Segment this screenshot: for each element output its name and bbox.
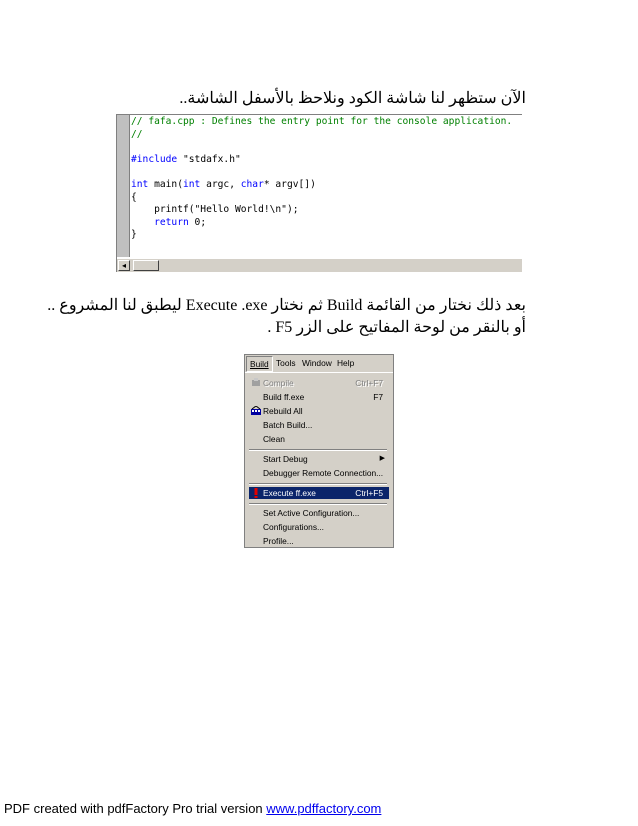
code-token: #include bbox=[131, 153, 178, 165]
build-menu-screenshot bbox=[244, 354, 394, 548]
code-token: // fafa.cpp : Defines the entry point for the console application. bbox=[131, 116, 513, 127]
code-token: char bbox=[240, 178, 264, 190]
menu-item-profile[interactable]: Profile... bbox=[263, 536, 294, 546]
code-line bbox=[131, 229, 512, 242]
code-token: printf("Hello World!\n"); bbox=[131, 204, 299, 216]
instruction-line-1: بعد ذلك نختار من القائمة Build ثم نختار Execute .exe ليطبق لنا المشروع .. bbox=[47, 297, 526, 314]
intro-text: الآن ستظهر لنا شاشة الكود ونلاحظ بالأسفل الشاشة.. bbox=[179, 90, 526, 107]
menu-item-batch-build[interactable]: Batch Build... bbox=[263, 420, 313, 430]
rebuild-icon bbox=[251, 406, 261, 416]
code-token: int bbox=[131, 178, 149, 190]
code-line bbox=[131, 154, 512, 167]
menu-separator bbox=[249, 483, 387, 485]
code-token bbox=[131, 217, 154, 228]
code-token: int bbox=[182, 178, 201, 190]
menu-item-debugger-remote[interactable]: Debugger Remote Connection... bbox=[263, 468, 384, 478]
footer-text: PDF created with pdfFactory Pro trial version bbox=[4, 801, 267, 816]
code-line bbox=[131, 179, 512, 192]
code-token: argc, bbox=[200, 178, 241, 190]
menu-help[interactable]: Help bbox=[337, 358, 355, 368]
menu-window[interactable]: Window bbox=[302, 358, 332, 368]
scroll-left-icon[interactable]: ◂ bbox=[118, 260, 130, 271]
build-dropdown bbox=[245, 372, 393, 548]
code-token: { bbox=[131, 191, 137, 203]
pdf-footer bbox=[4, 801, 381, 816]
code-token: * argv[]) bbox=[263, 178, 316, 190]
menu-build[interactable]: Build bbox=[246, 356, 273, 372]
compile-icon bbox=[251, 378, 261, 388]
menu-separator bbox=[249, 449, 387, 451]
horizontal-scrollbar[interactable] bbox=[117, 258, 522, 272]
code-token: // bbox=[131, 128, 143, 140]
code-editor-screenshot bbox=[116, 114, 522, 272]
menu-item-execute[interactable]: Execute ff.exe Ctrl+F5 bbox=[249, 487, 389, 499]
footer-link[interactable]: www.pdffactory.com bbox=[266, 801, 382, 816]
instruction-line-2: أو بالنقر من لوحة المفاتيح على الزر F5 . bbox=[267, 319, 526, 336]
submenu-arrow-icon: ▶ bbox=[379, 455, 385, 462]
code-line bbox=[131, 166, 512, 179]
scrollbar-thumb[interactable] bbox=[133, 260, 159, 271]
code-token: "stdafx.h" bbox=[177, 153, 241, 165]
code-line bbox=[131, 204, 512, 217]
code-line bbox=[131, 116, 512, 129]
menu-item-build[interactable]: Build ff.exe F7 bbox=[263, 392, 383, 402]
menu-tools[interactable]: Tools bbox=[276, 358, 296, 368]
menu-item-rebuild-all[interactable]: Rebuild All bbox=[249, 405, 389, 417]
menu-item-configurations[interactable]: Configurations... bbox=[263, 522, 324, 532]
code-line bbox=[131, 141, 512, 154]
editor-gutter bbox=[117, 115, 130, 257]
code-token: } bbox=[131, 229, 137, 241]
code-line bbox=[131, 129, 512, 142]
menu-item-compile[interactable]: Compile Ctrl+F7 bbox=[249, 377, 389, 389]
code-block bbox=[131, 116, 512, 242]
menu-separator bbox=[249, 503, 387, 505]
menu-item-start-debug[interactable]: Start Debug ▶ bbox=[263, 454, 385, 464]
code-token: return bbox=[154, 216, 189, 228]
instruction-paragraph bbox=[47, 295, 526, 339]
menu-item-clean[interactable]: Clean bbox=[263, 434, 285, 444]
menu-item-set-active-config[interactable]: Set Active Configuration... bbox=[263, 508, 360, 518]
code-line bbox=[131, 192, 512, 205]
menu-bar bbox=[245, 355, 393, 372]
code-line bbox=[131, 217, 512, 230]
execute-icon bbox=[251, 488, 261, 498]
code-token: main( bbox=[148, 178, 183, 190]
code-token: 0; bbox=[188, 216, 207, 228]
